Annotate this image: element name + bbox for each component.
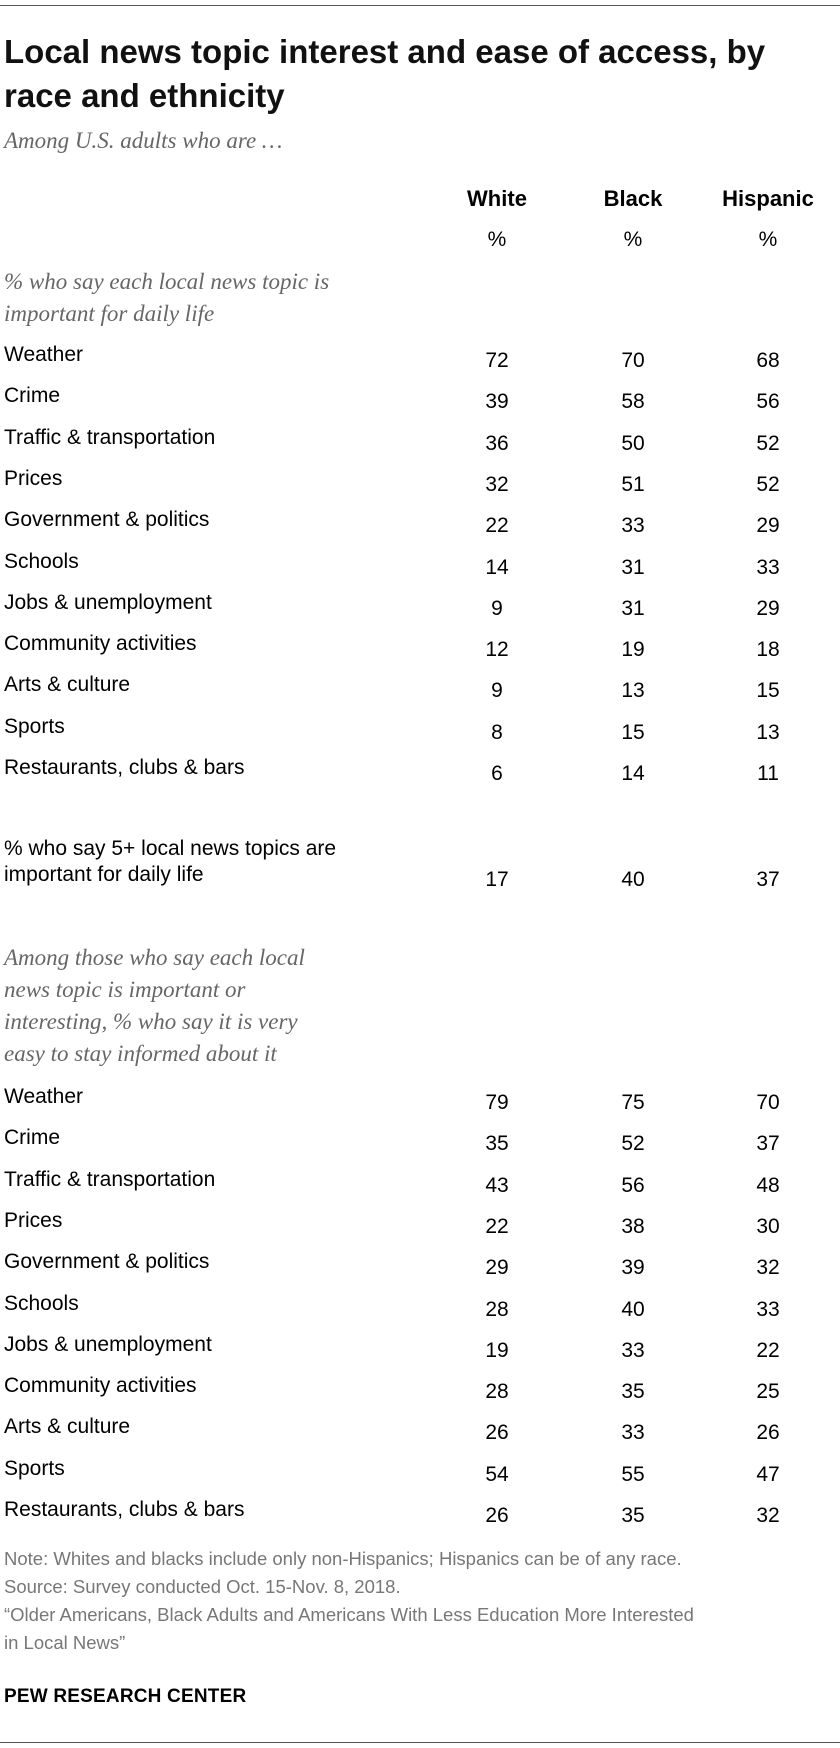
cell-value-hispanic: 15: [756, 679, 780, 703]
table-row: [0, 591, 840, 631]
report-title-line-2: in Local News”: [4, 1632, 126, 1653]
cell-value-hispanic: 68: [756, 349, 780, 372]
cell-value-white: 28: [485, 1380, 509, 1404]
table-row: [0, 1209, 840, 1249]
top-rule: [0, 5, 840, 6]
cell-value-hispanic: 33: [756, 1297, 780, 1321]
cell-value-white: 36: [485, 431, 509, 455]
cell-value-hispanic: 56: [756, 390, 780, 414]
table-row: [0, 1168, 840, 1208]
section-label-line: easy to stay informed about it: [4, 1041, 277, 1066]
cell-value-black: 33: [621, 1338, 645, 1362]
section-label-line: interesting, % who say it is very: [4, 1009, 298, 1034]
cell-value-hispanic: 37: [756, 1132, 780, 1156]
summary-label: [4, 836, 336, 888]
source-text: Source: Survey conducted Oct. 15-Nov. 8, 2018.: [4, 1576, 401, 1597]
row-label: Jobs & unemployment: [4, 590, 212, 614]
cell-value-black: 52: [621, 1132, 645, 1156]
row-label: Jobs & unemployment: [4, 1332, 212, 1356]
section-label-importance: [4, 266, 329, 330]
cell-value-white: 54: [485, 1462, 509, 1486]
cell-value-hispanic: 52: [756, 472, 780, 496]
section-label-line: % who say each local news topic is: [4, 269, 330, 294]
table-row: [0, 1333, 840, 1373]
cell-value-hispanic: 29: [756, 596, 780, 620]
table-row: [0, 1085, 840, 1125]
cell-value-black: 33: [621, 514, 645, 538]
row-label: Prices: [4, 1208, 63, 1232]
summary-label-line: important for daily life: [4, 863, 204, 886]
cell-value-white: 39: [485, 390, 509, 414]
cell-value-hispanic: 25: [756, 1380, 780, 1404]
cell-value-black: 70: [621, 349, 645, 372]
row-label: Sports: [4, 1456, 65, 1480]
column-header-hispanic: Hispanic: [722, 186, 814, 211]
table-row: [0, 715, 840, 755]
row-label: Community activities: [4, 1374, 197, 1398]
row-label: Sports: [4, 714, 65, 738]
table-row: [0, 673, 840, 713]
cell-value-black: 33: [621, 1421, 645, 1445]
table-row: [0, 1126, 840, 1166]
summary-value-white: 17: [485, 868, 509, 891]
row-label: Prices: [4, 466, 63, 490]
row-label: Traffic & transportation: [4, 425, 216, 449]
table-row: [0, 632, 840, 672]
column-unit-white: %: [487, 228, 507, 251]
column-header-black: Black: [603, 186, 663, 211]
table-row: [0, 1292, 840, 1332]
table-row: [0, 1250, 840, 1290]
cell-value-white: 28: [485, 1297, 509, 1321]
cell-value-black: 35: [621, 1504, 645, 1527]
cell-value-white: 22: [485, 514, 509, 538]
cell-value-black: 38: [621, 1214, 645, 1238]
row-label: Crime: [4, 384, 60, 408]
row-label: Arts & culture: [4, 1415, 131, 1439]
cell-value-black: 35: [621, 1380, 645, 1404]
cell-value-black: 51: [621, 472, 645, 496]
row-label: Traffic & transportation: [4, 1167, 216, 1191]
cell-value-hispanic: 30: [756, 1214, 780, 1238]
cell-value-white: 26: [485, 1421, 509, 1445]
cell-value-white: 6: [491, 762, 503, 785]
table-row: [0, 508, 840, 548]
table-row: [0, 1374, 840, 1414]
cell-value-white: 12: [485, 638, 509, 662]
row-label: Arts & culture: [4, 673, 131, 697]
cell-value-black: 55: [621, 1462, 645, 1486]
summary-value-black: 40: [621, 868, 645, 891]
table-row: [0, 426, 840, 466]
cell-value-black: 39: [621, 1256, 645, 1280]
cell-value-hispanic: 33: [756, 555, 780, 579]
cell-value-black: 75: [621, 1091, 645, 1114]
table-row: [0, 756, 840, 796]
cell-value-black: 40: [621, 1297, 645, 1321]
cell-value-black: 19: [621, 638, 645, 662]
pew-research-center-logo-text: PEW RESEARCH CENTER: [4, 1686, 247, 1707]
table-row: [0, 467, 840, 507]
section-label-line: news topic is important or: [4, 977, 246, 1002]
column-header-white: White: [467, 186, 527, 211]
cell-value-black: 15: [621, 720, 645, 744]
cell-value-white: 79: [485, 1091, 509, 1114]
cell-value-white: 26: [485, 1504, 509, 1527]
cell-value-hispanic: 22: [756, 1338, 780, 1362]
row-label: Government & politics: [4, 1250, 210, 1274]
cell-value-white: 29: [485, 1256, 509, 1280]
cell-value-black: 13: [621, 679, 645, 703]
cell-value-hispanic: 18: [756, 638, 780, 662]
cell-value-hispanic: 11: [757, 762, 779, 785]
table-row: [0, 1457, 840, 1497]
row-label: Weather: [4, 1085, 83, 1108]
cell-value-black: 31: [621, 596, 645, 620]
cell-value-white: 9: [491, 679, 503, 703]
cell-value-white: 32: [485, 472, 509, 496]
row-label: Government & politics: [4, 508, 210, 532]
row-label: Weather: [4, 343, 83, 366]
cell-value-white: 43: [485, 1173, 509, 1197]
table-row: [0, 343, 840, 383]
row-label: Crime: [4, 1126, 60, 1150]
cell-value-hispanic: 47: [756, 1462, 780, 1486]
section-label-line: important for daily life: [4, 301, 215, 326]
cell-value-hispanic: 48: [756, 1173, 780, 1197]
summary-value-hispanic: 37: [756, 868, 780, 891]
cell-value-black: 58: [621, 390, 645, 414]
cell-value-white: 35: [485, 1132, 509, 1156]
table-row: [0, 1415, 840, 1455]
cell-value-hispanic: 32: [756, 1504, 780, 1527]
cell-value-hispanic: 32: [756, 1256, 780, 1280]
cell-value-hispanic: 13: [756, 720, 780, 744]
section-label-ease: [4, 942, 305, 1070]
row-label: Restaurants, clubs & bars: [4, 1498, 245, 1521]
row-label: Restaurants, clubs & bars: [4, 756, 245, 779]
report-title-line-1: “Older Americans, Black Adults and Americans With Less Education More Interested: [4, 1604, 694, 1625]
cell-value-black: 56: [621, 1173, 645, 1197]
row-label: Community activities: [4, 632, 197, 656]
section-label-line: Among those who say each local: [4, 945, 305, 970]
bottom-rule: [0, 1742, 840, 1743]
cell-value-hispanic: 52: [756, 431, 780, 455]
cell-value-black: 31: [621, 555, 645, 579]
table-row: [0, 1498, 840, 1538]
note-text: Note: Whites and blacks include only non-Hispanics; Hispanics can be of any race.: [4, 1548, 682, 1569]
cell-value-white: 22: [485, 1214, 509, 1238]
summary-label-line: % who say 5+ local news topics are: [4, 837, 337, 860]
column-unit-black: %: [623, 228, 643, 251]
cell-value-hispanic: 29: [756, 514, 780, 538]
row-label: Schools: [4, 1291, 79, 1315]
cell-value-black: 14: [621, 762, 645, 785]
cell-value-hispanic: 26: [756, 1421, 780, 1445]
cell-value-black: 50: [621, 431, 645, 455]
chart-subtitle: Among U.S. adults who are …: [4, 128, 283, 153]
chart-title: Local news topic interest and ease of access, by race and ethnicity: [4, 33, 766, 114]
table-row: [0, 384, 840, 424]
table-row: [0, 550, 840, 590]
cell-value-white: 8: [491, 720, 503, 744]
cell-value-white: 14: [485, 555, 509, 579]
column-unit-hispanic: %: [758, 228, 778, 251]
row-label: Schools: [4, 549, 79, 573]
cell-value-hispanic: 70: [756, 1091, 780, 1114]
cell-value-white: 19: [485, 1338, 509, 1362]
cell-value-white: 9: [491, 596, 503, 620]
cell-value-white: 72: [485, 349, 509, 372]
